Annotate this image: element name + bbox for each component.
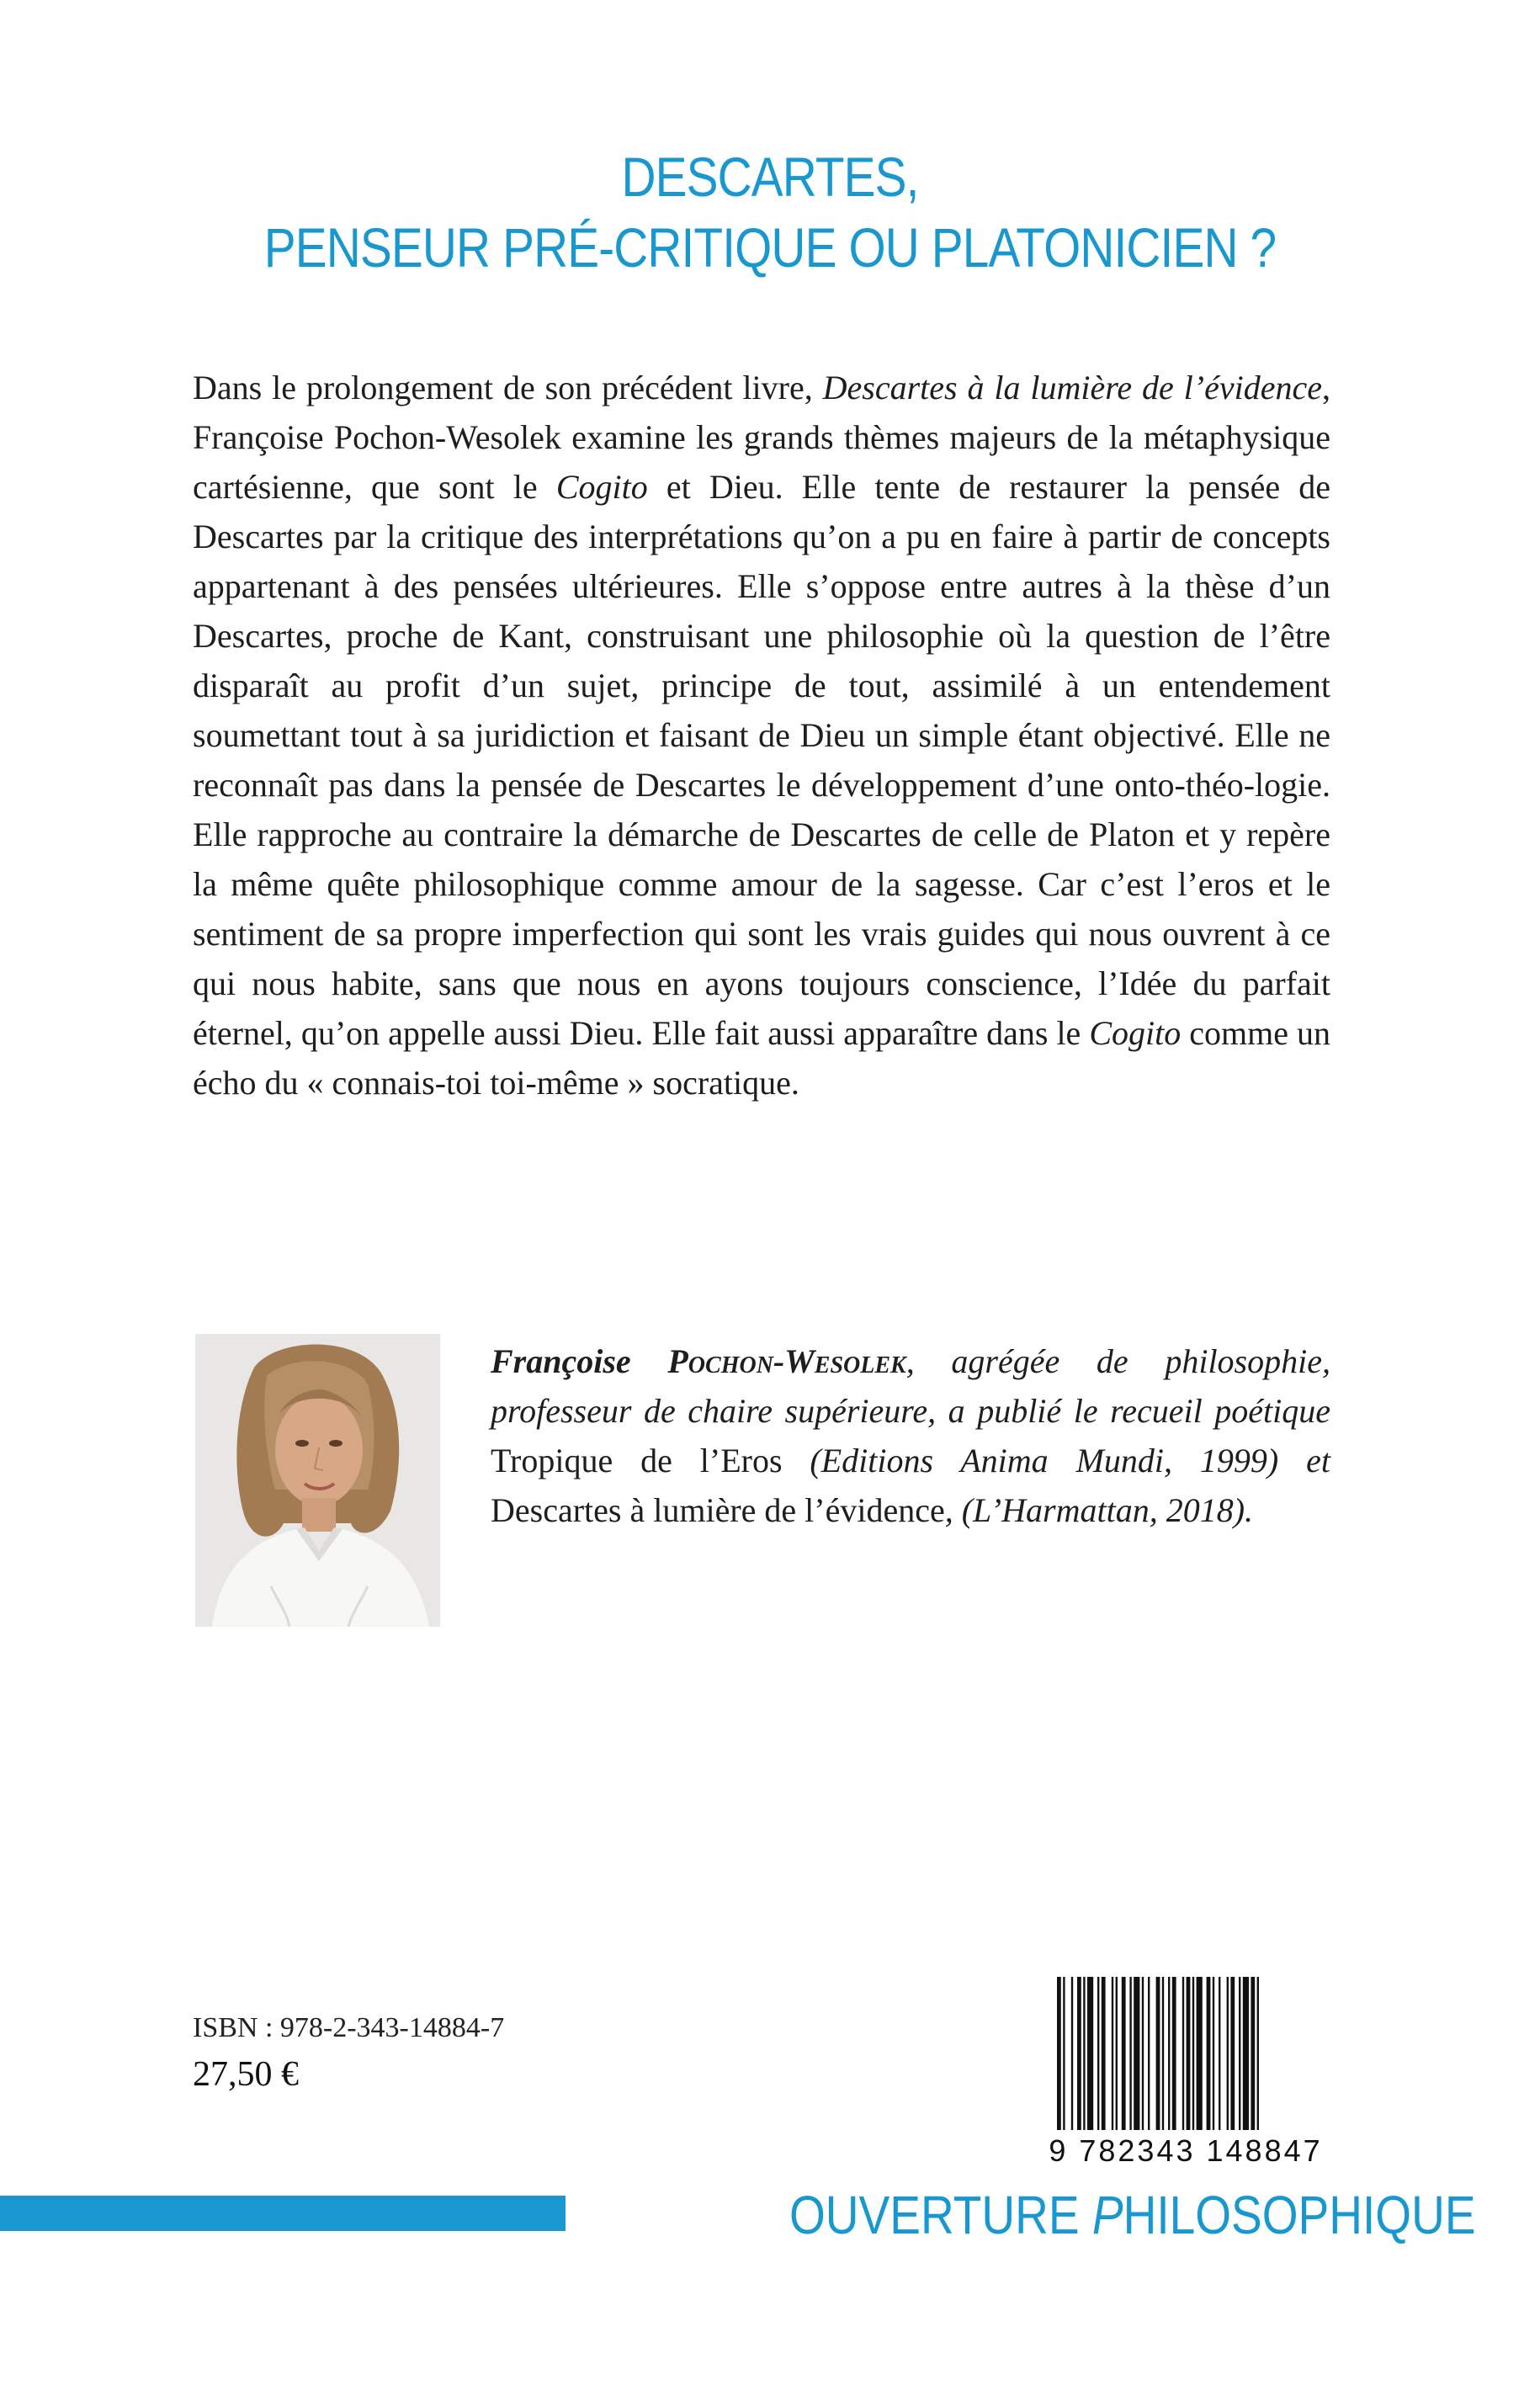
- barcode-bar: [1239, 1977, 1240, 2130]
- barcode-bar: [1192, 1977, 1194, 2130]
- title-line-1: DESCARTES,: [621, 146, 919, 208]
- author-book-1: Tropique de l’Eros: [491, 1442, 783, 1479]
- barcode-digits: 9 782343 148847: [1049, 2133, 1323, 2168]
- barcode-bar: [1207, 1977, 1211, 2130]
- back-cover-blurb: [193, 363, 1330, 1108]
- price-label: 27,50 €: [193, 2055, 299, 2094]
- barcode-bar: [1057, 1977, 1061, 2130]
- barcode-bar: [1077, 1977, 1081, 2130]
- author-first-name: Françoise: [491, 1342, 668, 1380]
- barcode-bar: [1134, 1977, 1139, 2130]
- barcode-bar: [1116, 1977, 1118, 2130]
- barcode-bar: [1083, 1977, 1085, 2130]
- blurb-book-title: Descartes à la lumière de l’évidence: [822, 369, 1322, 406]
- blurb-after-title: , Françoise Pochon-Wesolek examine les grands thèmes majeurs de la métaphysique cartésienne, que sont le: [193, 369, 1330, 506]
- barcode-bar: [1129, 1977, 1131, 2130]
- series-name-part-2: HILOSOPHIQUE: [1123, 2185, 1476, 2245]
- barcode-bar: [1219, 1977, 1220, 2130]
- blurb-cogito-1: Cogito: [555, 468, 648, 506]
- barcode-bar: [1227, 1977, 1229, 2130]
- barcode-bar: [1182, 1977, 1184, 2130]
- blurb-paragraph: [193, 363, 1330, 1108]
- barcode-bar: [1187, 1977, 1191, 2130]
- book-title: [108, 141, 1432, 283]
- barcode-bar: [1243, 1977, 1249, 2130]
- barcode-bar: [1063, 1977, 1065, 2130]
- barcode-bar: [1230, 1977, 1235, 2130]
- barcode-bar: [1087, 1977, 1093, 2130]
- author-last-name: Pochon-Wesolek: [667, 1342, 906, 1380]
- author-portrait-illustration: [195, 1334, 440, 1627]
- barcode-bar: [1162, 1977, 1164, 2130]
- barcode-bar: [1148, 1977, 1150, 2130]
- author-description: , agrégée de philosophie, professeur de chaire supérieure, a publié le recueil poétique: [491, 1342, 1330, 1430]
- author-publisher-2: , (L’Harmattan, 2018).: [944, 1491, 1254, 1529]
- barcode-bar: [1156, 1977, 1160, 2130]
- blurb-intro: Dans le prolongement de son précédent livre,: [193, 369, 823, 406]
- barcode-bar: [1122, 1977, 1126, 2130]
- author-book-2: Descartes à lumière de l’évidence: [491, 1491, 945, 1529]
- barcode-bar: [1097, 1977, 1099, 2130]
- barcode-bar: [1172, 1977, 1176, 2130]
- blurb-ending: comme un écho du « connais-toi toi-même » socratique.: [193, 1014, 1330, 1102]
- barcode-bar: [1213, 1977, 1214, 2130]
- barcode-bar: [1142, 1977, 1144, 2130]
- series-name-initial: P: [1091, 2185, 1123, 2245]
- author-bio-paragraph: [491, 1336, 1330, 1535]
- barcode-bar: [1112, 1977, 1113, 2130]
- barcode-bar: [1071, 1977, 1073, 2130]
- barcode-bar: [1197, 1977, 1203, 2130]
- barcode-bar: [1168, 1977, 1170, 2130]
- series-name: [789, 2185, 1476, 2245]
- isbn-label: ISBN : 978-2-343-14884-7: [193, 2012, 505, 2043]
- series-name-part-1: OUVERTURE: [789, 2185, 1092, 2245]
- author-photo: [195, 1334, 440, 1627]
- blurb-cogito-2: Cogito: [1089, 1014, 1182, 1052]
- author-publisher-1: (Editions Anima Mundi, 1999) et: [782, 1442, 1330, 1479]
- barcode-bar: [1257, 1977, 1259, 2130]
- barcode-bar: [1251, 1977, 1255, 2130]
- series-accent-bar: [0, 2196, 566, 2231]
- title-line-2: PENSEUR PRÉ-CRITIQUE OU PLATONICIEN ?: [263, 216, 1277, 279]
- author-bio: [491, 1336, 1330, 1535]
- barcode-bar: [1102, 1977, 1106, 2130]
- blurb-middle: et Dieu. Elle tente de restaurer la pensée de Descartes par la critique des interprétations qu’on a pu en faire à partir de concepts appartenant à des pensées ultérieures. Elle s’oppose entre autres à la thèse d’un Descartes, proche de Kant, construisant une philosophie où la question de l’être disparaît au profit d’un sujet, principe de tout, assimilé à un entendement soumettant tout à sa juridiction et faisant de Dieu un simple étant objectivé. Elle ne reconnaît pas dans la pensée de Descartes le développement d’une onto-théo-logie. Elle rapproche au contraire la démarche de Descartes de celle de Platon et y repère la même quête philosophique comme amour de la sagesse. Car c’est l’eros et le sentiment de sa propre imperfection qui sont les vrais guides qui nous ouvrent à ce qui nous habite, sans que nous en ayons toujours conscience, l’Idée du parfait éternel, qu’on appelle aussi Dieu. Elle fait aussi apparaître dans le: [193, 468, 1330, 1052]
